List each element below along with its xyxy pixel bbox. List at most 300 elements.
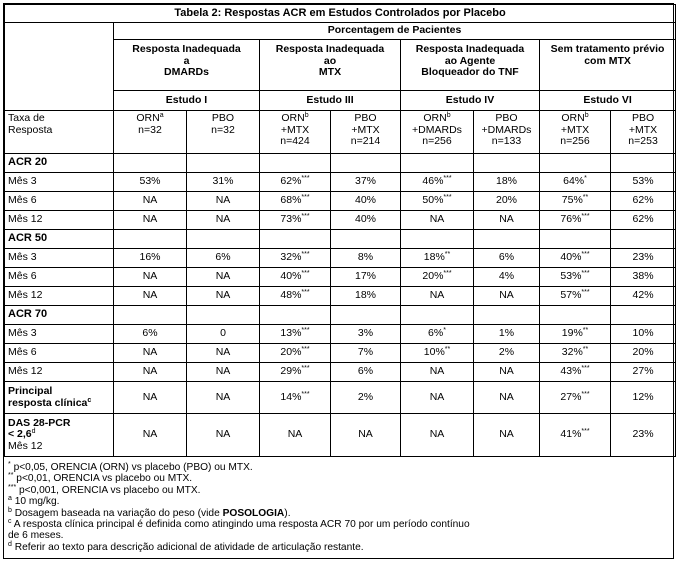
cell-value: NA bbox=[142, 428, 158, 441]
footnote-mark: c bbox=[8, 518, 12, 526]
value-cell bbox=[474, 325, 540, 344]
superscript-mark: *** bbox=[581, 365, 590, 373]
row-label bbox=[5, 382, 114, 414]
cell-value: 62% bbox=[280, 175, 302, 188]
study-name bbox=[540, 91, 676, 111]
value-cell bbox=[260, 173, 331, 192]
superscript-mark: b bbox=[304, 112, 309, 119]
superscript-mark: *** bbox=[581, 251, 590, 259]
arm-detail: +DMARDs bbox=[481, 123, 532, 136]
group-name-line: ao bbox=[323, 54, 337, 67]
value-cell bbox=[187, 414, 260, 457]
study-name bbox=[260, 91, 401, 111]
superscript-mark: *** bbox=[443, 175, 452, 183]
value-cell bbox=[611, 363, 676, 382]
cell-value: 64% bbox=[563, 175, 585, 188]
value-cell bbox=[474, 344, 540, 363]
footnote-text: Referir ao texto para descrição adicional de atividade de articulação restante. bbox=[11, 541, 364, 553]
cell-value: NA bbox=[499, 365, 514, 378]
group-header bbox=[260, 40, 401, 91]
value-cell bbox=[474, 268, 540, 287]
value-cell bbox=[611, 249, 676, 268]
cell-value: 40% bbox=[280, 270, 302, 283]
arm-n: n=256 bbox=[560, 135, 590, 147]
cell-value: 23% bbox=[632, 251, 654, 264]
group-name-line: Resposta Inadequada bbox=[132, 43, 241, 55]
cell-value: NA bbox=[142, 390, 158, 403]
footnote-mark: a bbox=[8, 495, 12, 503]
study-name-text: Estudo IV bbox=[445, 93, 495, 106]
cell-value: NA bbox=[358, 428, 373, 441]
cell-value: 37% bbox=[354, 175, 376, 188]
value-cell bbox=[474, 414, 540, 457]
cell-value: NA bbox=[499, 390, 514, 403]
arm-header bbox=[331, 111, 401, 154]
row-label-text: Mês 12 bbox=[8, 365, 43, 378]
cell-value: 6% bbox=[215, 251, 231, 264]
arm-n: n=253 bbox=[628, 135, 658, 147]
cell-value: NA bbox=[429, 390, 445, 403]
footnote-text: p<0,05, ORENCIA (ORN) vs placebo (PBO) ou MTX. bbox=[10, 462, 253, 473]
empty-cell bbox=[540, 230, 611, 249]
study-name bbox=[114, 91, 260, 111]
value-cell bbox=[114, 173, 187, 192]
study-name-text: Estudo I bbox=[165, 93, 208, 106]
empty-cell bbox=[187, 230, 260, 249]
section-label bbox=[5, 230, 114, 249]
cell-value: 6% bbox=[428, 327, 444, 340]
footnote-text: 10 mg/kg. bbox=[11, 496, 60, 508]
pct-header-text: Porcentagem de Pacientes bbox=[327, 24, 462, 37]
cell-value: 62% bbox=[632, 213, 654, 226]
value-cell bbox=[114, 287, 187, 306]
cell-value: NA bbox=[142, 194, 158, 207]
value-cell bbox=[401, 268, 474, 287]
cell-value: 20% bbox=[280, 346, 302, 359]
arm-detail: +MTX bbox=[628, 123, 658, 136]
empty-header-cell bbox=[5, 23, 114, 111]
value-cell bbox=[540, 414, 611, 457]
value-cell bbox=[114, 211, 187, 230]
row-label-text: Mês 3 bbox=[8, 251, 37, 264]
superscript-mark: * bbox=[584, 175, 587, 183]
table-row bbox=[5, 363, 676, 382]
footnote-line bbox=[8, 496, 669, 507]
cell-value: NA bbox=[142, 289, 158, 302]
empty-cell bbox=[114, 230, 187, 249]
arm-n: n=256 bbox=[422, 135, 452, 147]
cell-value: 32% bbox=[561, 346, 583, 359]
section-label-text: ACR 20 bbox=[8, 156, 48, 169]
footnote-text: A resposta clínica principal é definida como atingindo uma resposta ACR 70 por um período contínuo bbox=[11, 519, 470, 531]
value-cell bbox=[401, 382, 474, 414]
footnote-text: p<0,01, ORENCIA vs placebo ou MTX. bbox=[13, 473, 193, 485]
superscript-mark: ** bbox=[444, 346, 451, 354]
cell-value: NA bbox=[499, 289, 514, 302]
cell-value: 62% bbox=[632, 194, 654, 207]
superscript-mark: *** bbox=[301, 346, 310, 354]
value-cell bbox=[540, 211, 611, 230]
cell-value: 12% bbox=[632, 390, 654, 403]
superscript-mark: *** bbox=[443, 270, 452, 278]
superscript-mark: *** bbox=[581, 428, 590, 436]
footnote-line bbox=[8, 519, 669, 530]
footnote-tail: ). bbox=[284, 507, 291, 519]
empty-cell bbox=[401, 306, 474, 325]
row-label-text: Mês 6 bbox=[8, 194, 37, 207]
value-cell bbox=[474, 363, 540, 382]
footnote-mark: * bbox=[8, 461, 11, 468]
empty-cell bbox=[474, 154, 540, 173]
cell-value: 14% bbox=[280, 390, 302, 403]
value-cell bbox=[540, 382, 611, 414]
value-cell bbox=[187, 287, 260, 306]
value-cell bbox=[401, 249, 474, 268]
cell-value: NA bbox=[142, 270, 158, 283]
superscript-mark: ** bbox=[444, 251, 451, 259]
cell-value: 10% bbox=[423, 346, 445, 359]
value-cell bbox=[260, 344, 331, 363]
superscript-mark: *** bbox=[581, 289, 590, 297]
cell-value: NA bbox=[499, 428, 514, 441]
cell-value: 76% bbox=[560, 213, 582, 226]
value-cell bbox=[331, 173, 401, 192]
value-cell bbox=[187, 382, 260, 414]
study-name-text: Estudo III bbox=[306, 93, 354, 106]
value-cell bbox=[187, 363, 260, 382]
arm-n: n=424 bbox=[280, 135, 310, 147]
superscript-mark: *** bbox=[301, 251, 310, 259]
value-cell bbox=[260, 268, 331, 287]
cell-value: 10% bbox=[632, 327, 654, 340]
arm-detail: +MTX bbox=[280, 123, 310, 136]
superscript-mark: b bbox=[584, 112, 589, 119]
arm-header bbox=[114, 111, 187, 154]
cell-value: 40% bbox=[560, 251, 582, 264]
superscript-mark: c bbox=[87, 396, 92, 404]
value-cell bbox=[260, 211, 331, 230]
value-cell bbox=[114, 249, 187, 268]
arm-name: PBO bbox=[495, 112, 518, 124]
superscript-mark: ** bbox=[582, 327, 589, 335]
superscript-mark: *** bbox=[301, 390, 310, 398]
empty-cell bbox=[474, 230, 540, 249]
cell-value: 29% bbox=[280, 365, 302, 378]
footnote-text: Dosagem baseada na variação do peso (vide bbox=[11, 507, 223, 519]
value-cell bbox=[331, 344, 401, 363]
row-label-text: Mês 3 bbox=[8, 175, 37, 188]
arm-n: n=133 bbox=[491, 135, 522, 147]
group-name-line: Sem tratamento prévio bbox=[550, 43, 665, 55]
value-cell bbox=[540, 344, 611, 363]
cell-value: 42% bbox=[632, 289, 654, 302]
value-cell bbox=[474, 287, 540, 306]
value-cell bbox=[474, 211, 540, 230]
value-cell bbox=[611, 192, 676, 211]
pct-header-row bbox=[5, 23, 676, 40]
value-cell bbox=[187, 173, 260, 192]
superscript-mark: *** bbox=[443, 194, 452, 202]
cell-value: NA bbox=[215, 390, 231, 403]
superscript-mark: *** bbox=[301, 365, 310, 373]
table-row bbox=[5, 211, 676, 230]
cell-value: 53% bbox=[632, 175, 654, 188]
empty-cell bbox=[187, 306, 260, 325]
group-header bbox=[401, 40, 540, 91]
cell-value: 18% bbox=[423, 251, 445, 264]
section-label-text: ACR 70 bbox=[8, 308, 48, 321]
row-label-text: Mês 12 bbox=[8, 289, 43, 302]
value-cell bbox=[187, 268, 260, 287]
value-cell bbox=[401, 211, 474, 230]
row-label-text: resposta clínica bbox=[8, 396, 88, 409]
value-cell bbox=[474, 249, 540, 268]
row-label bbox=[5, 363, 114, 382]
value-cell bbox=[540, 363, 611, 382]
footnote-text: p<0,001, ORENCIA vs placebo ou MTX. bbox=[16, 484, 201, 496]
arm-name: PBO bbox=[631, 112, 655, 124]
value-cell bbox=[187, 192, 260, 211]
arm-name: PBO bbox=[354, 112, 377, 124]
cell-value: 13% bbox=[280, 327, 302, 340]
row-label-text: Mês 6 bbox=[8, 270, 37, 283]
value-cell bbox=[331, 249, 401, 268]
footnote-emphasis: POSOLOGIA bbox=[222, 507, 285, 519]
cell-value: NA bbox=[429, 289, 445, 302]
table-title bbox=[5, 5, 676, 23]
cell-value: 32% bbox=[280, 251, 302, 264]
arm-name: PBO bbox=[211, 112, 235, 124]
row-label bbox=[5, 192, 114, 211]
empty-cell bbox=[401, 154, 474, 173]
cell-value: 50% bbox=[422, 194, 444, 207]
acr-response-table-document bbox=[3, 3, 674, 559]
empty-cell bbox=[260, 154, 331, 173]
value-cell bbox=[401, 287, 474, 306]
pct-header bbox=[114, 23, 676, 40]
value-cell bbox=[540, 287, 611, 306]
value-cell bbox=[187, 344, 260, 363]
das28-label: DAS 28-PCR bbox=[8, 416, 71, 429]
cell-value: 0 bbox=[220, 327, 226, 340]
superscript-mark: *** bbox=[581, 213, 590, 221]
footnote-mark: b bbox=[8, 506, 12, 514]
value-cell bbox=[611, 382, 676, 414]
superscript-mark: *** bbox=[301, 175, 310, 183]
row-label-text: Mês 12 bbox=[8, 213, 43, 226]
superscript-mark: d bbox=[31, 428, 36, 436]
section-label-text: ACR 50 bbox=[8, 232, 48, 245]
row-label bbox=[5, 287, 114, 306]
cell-value: NA bbox=[142, 213, 158, 226]
cell-value: 31% bbox=[212, 175, 234, 188]
value-cell bbox=[331, 382, 401, 414]
empty-cell bbox=[401, 230, 474, 249]
empty-cell bbox=[331, 306, 401, 325]
cell-value: 7% bbox=[357, 346, 374, 359]
arm-detail: +DMARDs bbox=[412, 123, 462, 136]
cell-value: NA bbox=[215, 346, 231, 359]
cell-value: NA bbox=[215, 194, 231, 207]
cell-value: 46% bbox=[422, 175, 444, 188]
footnote-line bbox=[8, 485, 669, 496]
value-cell bbox=[260, 325, 331, 344]
empty-cell bbox=[540, 306, 611, 325]
value-cell bbox=[331, 363, 401, 382]
table-title-text: Tabela 2: Respostas ACR em Estudos Controlados por Placebo bbox=[174, 6, 506, 19]
row-label-text: Principal bbox=[8, 385, 53, 397]
acr-response-table bbox=[4, 4, 676, 457]
empty-cell bbox=[260, 230, 331, 249]
group-name-line: DMARDs bbox=[164, 66, 209, 78]
cell-value: 40% bbox=[354, 213, 376, 226]
superscript-mark: b bbox=[446, 112, 451, 119]
value-cell bbox=[540, 268, 611, 287]
cell-value: 18% bbox=[354, 289, 376, 302]
superscript-mark: *** bbox=[301, 213, 310, 221]
value-cell bbox=[540, 249, 611, 268]
cell-value: 3% bbox=[357, 327, 374, 340]
cell-value: NA bbox=[215, 270, 231, 283]
value-cell bbox=[401, 173, 474, 192]
footnote-mark: ** bbox=[8, 472, 14, 480]
cell-value: 2% bbox=[498, 346, 515, 359]
cell-value: 4% bbox=[498, 270, 515, 283]
row-label bbox=[5, 414, 114, 457]
value-cell bbox=[401, 363, 474, 382]
cell-value: 20% bbox=[632, 346, 654, 359]
row-label bbox=[5, 325, 114, 344]
group-name-line: Bloqueador do TNF bbox=[421, 66, 519, 78]
empty-cell bbox=[611, 154, 676, 173]
arm-header bbox=[611, 111, 676, 154]
section-row bbox=[5, 230, 676, 249]
cell-value: 73% bbox=[280, 213, 302, 226]
value-cell bbox=[114, 268, 187, 287]
empty-cell bbox=[260, 306, 331, 325]
value-cell bbox=[474, 382, 540, 414]
arm-header bbox=[474, 111, 540, 154]
superscript-mark: *** bbox=[581, 390, 590, 398]
empty-cell bbox=[331, 230, 401, 249]
superscript-mark: *** bbox=[581, 270, 590, 278]
cell-value: 41% bbox=[560, 428, 582, 441]
study-name bbox=[401, 91, 540, 111]
response-rate-label bbox=[5, 111, 114, 154]
cell-value: 75% bbox=[561, 194, 583, 207]
footnote-line bbox=[8, 542, 669, 553]
cell-value: 43% bbox=[560, 365, 582, 378]
value-cell bbox=[331, 192, 401, 211]
footnote-line bbox=[8, 462, 669, 473]
arm-header bbox=[187, 111, 260, 154]
arm-name: ORN bbox=[423, 112, 447, 124]
value-cell bbox=[611, 211, 676, 230]
cell-value: 6% bbox=[357, 365, 374, 378]
footnote-mark: *** bbox=[8, 483, 17, 491]
value-cell bbox=[611, 414, 676, 457]
empty-cell bbox=[187, 154, 260, 173]
row-label bbox=[5, 173, 114, 192]
cell-value: NA bbox=[429, 213, 445, 226]
value-cell bbox=[401, 192, 474, 211]
superscript-mark: * bbox=[443, 327, 446, 335]
footnote-text: de 6 meses. bbox=[8, 530, 64, 542]
das28-month: Mês 12 bbox=[8, 439, 43, 452]
arm-header bbox=[401, 111, 474, 154]
table-row bbox=[5, 249, 676, 268]
cell-value: 1% bbox=[498, 327, 515, 340]
das28-threshold: < 2,6 bbox=[8, 428, 32, 441]
row-label bbox=[5, 268, 114, 287]
title-row bbox=[5, 5, 676, 23]
cell-value: 68% bbox=[280, 194, 302, 207]
rate-label-line: Resposta bbox=[8, 123, 53, 136]
superscript-mark: ** bbox=[582, 346, 589, 354]
cell-value: NA bbox=[429, 428, 445, 441]
section-label bbox=[5, 306, 114, 325]
group-name-line: com MTX bbox=[584, 54, 631, 67]
value-cell bbox=[260, 414, 331, 457]
arm-name: ORN bbox=[561, 112, 585, 124]
value-cell bbox=[611, 173, 676, 192]
footnote-mark: d bbox=[8, 540, 12, 548]
value-cell bbox=[260, 249, 331, 268]
cell-value: 17% bbox=[354, 270, 376, 283]
value-cell bbox=[540, 173, 611, 192]
empty-cell bbox=[331, 154, 401, 173]
row-label bbox=[5, 211, 114, 230]
value-cell bbox=[331, 325, 401, 344]
empty-cell bbox=[474, 306, 540, 325]
cell-value: 19% bbox=[561, 327, 583, 340]
value-cell bbox=[260, 287, 331, 306]
value-cell bbox=[611, 287, 676, 306]
superscript-mark: *** bbox=[301, 327, 310, 335]
cell-value: NA bbox=[215, 365, 231, 378]
value-cell bbox=[540, 325, 611, 344]
row-label bbox=[5, 249, 114, 268]
arm-header-row bbox=[5, 111, 676, 154]
arm-detail: n=32 bbox=[138, 123, 162, 136]
empty-cell bbox=[611, 306, 676, 325]
superscript-mark: *** bbox=[301, 289, 310, 297]
footnote-line bbox=[8, 530, 669, 541]
value-cell bbox=[187, 325, 260, 344]
cell-value: 27% bbox=[632, 365, 654, 378]
arm-detail: +MTX bbox=[351, 123, 380, 136]
cell-value: NA bbox=[215, 289, 231, 302]
cell-value: NA bbox=[142, 365, 158, 378]
value-cell bbox=[114, 344, 187, 363]
value-cell bbox=[474, 173, 540, 192]
superscript-mark: *** bbox=[301, 270, 310, 278]
cell-value: 38% bbox=[632, 270, 654, 283]
value-cell bbox=[401, 344, 474, 363]
cell-value: 53% bbox=[139, 175, 161, 188]
study-name-text: Estudo VI bbox=[583, 93, 632, 106]
value-cell bbox=[114, 382, 187, 414]
cell-value: NA bbox=[215, 428, 231, 441]
rate-label-line: Taxa de bbox=[8, 112, 45, 124]
cell-value: NA bbox=[287, 428, 303, 441]
cell-value: 2% bbox=[357, 390, 374, 403]
footnotes bbox=[4, 457, 673, 553]
value-cell bbox=[187, 211, 260, 230]
value-cell bbox=[260, 363, 331, 382]
table-row bbox=[5, 268, 676, 287]
table-row bbox=[5, 325, 676, 344]
